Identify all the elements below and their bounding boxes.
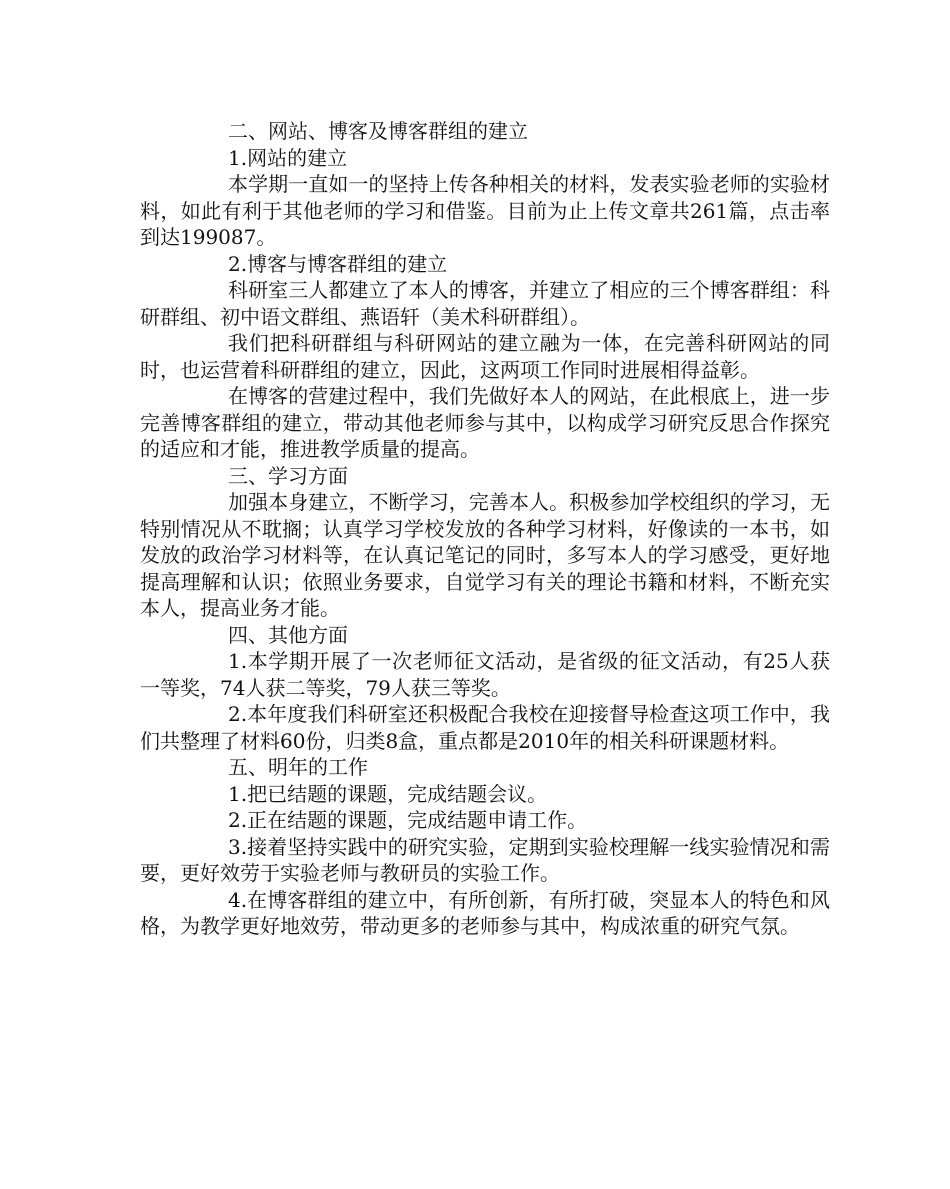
subheading-blog-groups: 2.博客与博客群组的建立 — [228, 251, 448, 276]
section-heading-study: 三、学习方面 — [228, 463, 348, 488]
paragraph-blog-building: 在博客的营建过程中，我们先做好本人的网站，在此根底上，进一步完善博客群组的建立，带动其他老师参与其中，以构成学习研究反思合作探究的适应和才能，推进教学质量的提高。 — [140, 384, 830, 461]
paragraph-website-uploads: 本学期一直如一的坚持上传各种相关的材料，发表实验老师的实验材料，如此有利于其他老师的学习和借鉴。目前为止上传文章共261篇，点击率到达199087。 — [140, 172, 830, 249]
section-heading-next-year: 五、明年的工作 — [228, 755, 368, 779]
paragraph-blog-groups: 科研室三人都建立了本人的博客，并建立了相应的三个博客群组：科研群组、初中语文群组、燕语轩（美术科研群组）。 — [140, 278, 830, 329]
paragraph-essay-contest: 1.本学期开展了一次老师征文活动，是省级的征文活动，有25人获一等奖，74人获二等奖，79人获三等奖。 — [140, 649, 830, 700]
plan-item-2: 2.正在结题的课题，完成结题申请工作。 — [228, 808, 588, 832]
section-heading-website-blog: 二、网站、博客及博客群组的建立 — [228, 119, 528, 143]
document-body — [140, 118, 830, 940]
subheading-website: 1.网站的建立 — [228, 145, 348, 170]
paragraph-research-integration: 我们把科研群组与科研网站的建立融为一体，在完善科研网站的同时，也运营着科研群组的建立，因此，这两项工作同时进展相得益彰。 — [140, 331, 830, 382]
paragraph-study: 加强本身建立，不断学习，完善本人。积极参加学校组织的学习，无特别情况从不耽搁；认真学习学校发放的各种学习材料，好像读的一本书，如发放的政治学习材料等，在认真记笔记的同时，多写本人的学习感受，更好地提高理解和认识；依照业务要求，自觉学习有关的理论书籍和材料，不断充实本人，提高业务才能。 — [140, 490, 830, 620]
plan-item-3: 3.接着坚持实践中的研究实验，定期到实验校理解一线实验情况和需要，更好效劳于实验老师与教研员的实验工作。 — [140, 834, 830, 885]
plan-item-1: 1.把已结题的课题，完成结题会议。 — [228, 781, 548, 806]
section-heading-other: 四、其他方面 — [228, 622, 348, 647]
plan-item-4: 4.在博客群组的建立中，有所创新，有所打破，突显本人的特色和风格，为教学更好地效劳，带动更多的老师参与其中，构成浓重的研究气氛。 — [140, 887, 830, 938]
paragraph-inspection: 2.本年度我们科研室还积极配合我校在迎接督导检查这项工作中，我们共整理了材料60份，归类8盒，重点都是2010年的相关科研课题材料。 — [140, 702, 830, 753]
